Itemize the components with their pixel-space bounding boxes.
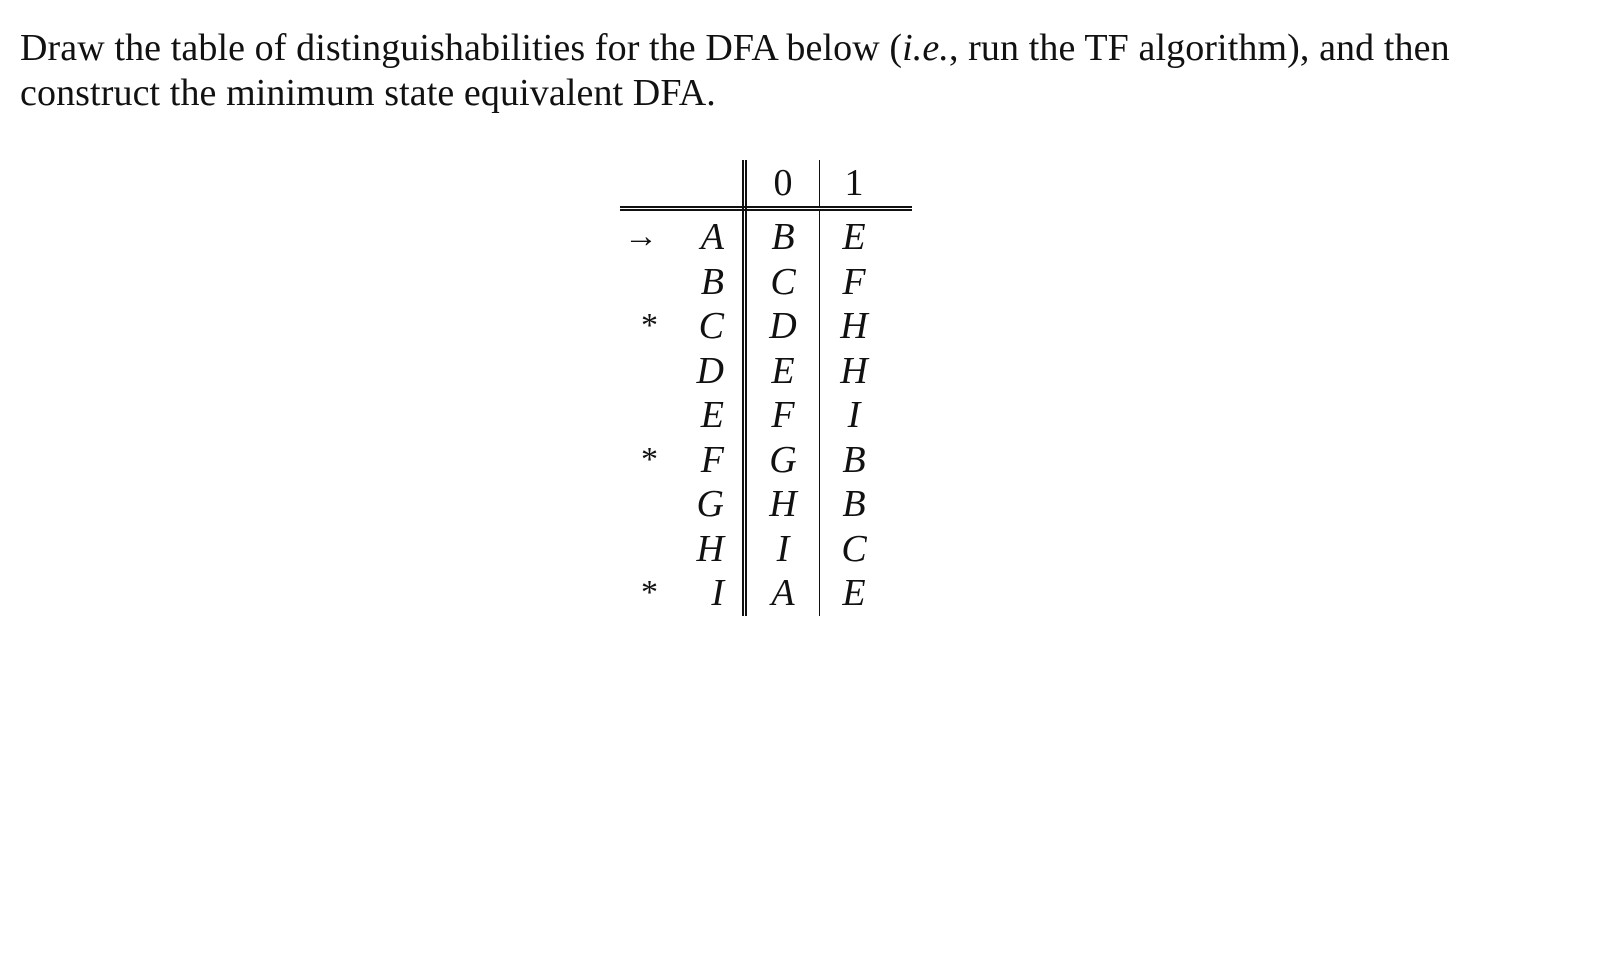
dfa-transition-table-container xyxy=(620,160,912,616)
state-name: H xyxy=(664,527,745,572)
problem-text-part2: , run the TF algorithm), and then construct the minimum state equivalent DFA. xyxy=(20,27,1450,114)
transition-on-0: B xyxy=(745,209,820,260)
transition-on-0: C xyxy=(745,260,820,305)
table-row xyxy=(620,209,912,260)
state-marker xyxy=(620,527,664,572)
header-symbol-1: 1 xyxy=(820,160,889,209)
transition-on-1: C xyxy=(841,527,867,570)
transition-on-0: I xyxy=(745,527,820,572)
state-marker xyxy=(620,393,664,438)
transition-on-1: B xyxy=(842,438,866,481)
problem-statement xyxy=(20,26,1580,116)
table-row xyxy=(620,571,912,616)
transition-on-0: H xyxy=(745,482,820,527)
table-row xyxy=(620,482,912,527)
state-name: D xyxy=(664,349,745,394)
transition-on-0: D xyxy=(745,304,820,349)
accept-state-marker: * xyxy=(641,440,658,478)
state-name: I xyxy=(664,571,745,616)
table-row xyxy=(620,349,912,394)
state-name: F xyxy=(664,438,745,483)
transition-on-0: A xyxy=(745,571,820,616)
table-row xyxy=(620,393,912,438)
state-name: C xyxy=(664,304,745,349)
accept-state-marker: * xyxy=(641,574,658,612)
state-name: E xyxy=(664,393,745,438)
table-row xyxy=(620,260,912,305)
table-header-row xyxy=(620,160,912,209)
state-marker xyxy=(620,349,664,394)
problem-text-ie: i.e. xyxy=(902,27,949,69)
transition-on-0: G xyxy=(745,438,820,483)
table-row xyxy=(620,438,912,483)
state-name: B xyxy=(664,260,745,305)
header-marker-cell xyxy=(620,160,664,209)
transition-on-1: B xyxy=(842,483,866,526)
state-name: G xyxy=(664,482,745,527)
header-pad-cell xyxy=(888,160,912,209)
transition-on-1: H xyxy=(840,349,868,392)
transition-on-1: I xyxy=(847,394,861,437)
transition-on-0: E xyxy=(745,349,820,394)
start-state-marker: → xyxy=(624,218,658,256)
table-row xyxy=(620,304,912,349)
problem-text-part1: Draw the table of distinguishabilities for the DFA below ( xyxy=(20,27,903,69)
state-name: A xyxy=(664,209,745,260)
transition-on-1: E xyxy=(842,216,866,259)
state-marker xyxy=(620,482,664,527)
transition-on-0: F xyxy=(745,393,820,438)
transition-on-1: E xyxy=(842,572,866,615)
header-symbol-0: 0 xyxy=(745,160,820,209)
dfa-transition-table xyxy=(620,160,912,616)
transition-on-1: H xyxy=(840,305,868,348)
transition-on-1: F xyxy=(842,260,866,303)
state-marker xyxy=(620,260,664,305)
accept-state-marker: * xyxy=(641,307,658,345)
table-row xyxy=(620,527,912,572)
header-state-cell xyxy=(664,160,745,209)
